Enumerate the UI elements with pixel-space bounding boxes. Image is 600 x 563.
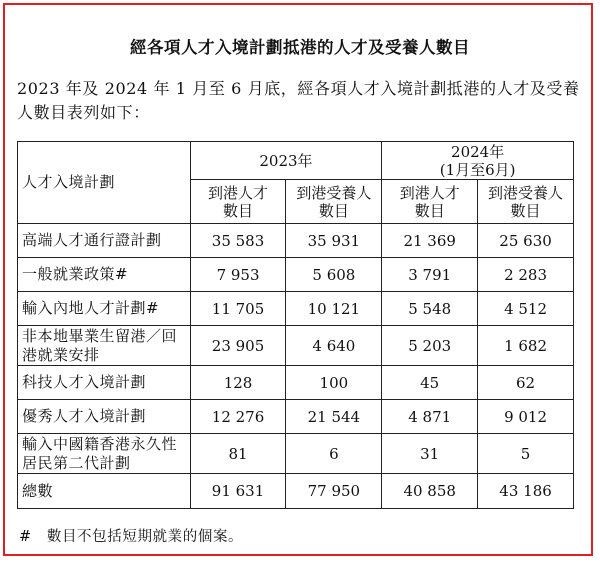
cell-talent-2024: 3 791 xyxy=(382,258,478,292)
cell-talent-2024: 21 369 xyxy=(382,224,478,258)
cell-dependants-2023: 5 608 xyxy=(286,258,382,292)
cell-dependants-2024: 2 283 xyxy=(478,258,574,292)
cell-dependants-2023: 35 931 xyxy=(286,224,382,258)
cell-dependants-2024: 25 630 xyxy=(478,224,574,258)
cell-dependants-2024: 43 186 xyxy=(478,474,574,509)
row-scheme-name: 輸入內地人才計劃# xyxy=(18,292,191,326)
group-2024-period: (1月至6月) xyxy=(439,160,516,179)
cell-talent-2023: 81 xyxy=(190,434,286,474)
column-header-scheme: 人才入境計劃 xyxy=(18,142,191,224)
cell-dependants-2024: 5 xyxy=(478,434,574,474)
footnote: # 數目不包括短期就業的個案。 xyxy=(19,529,244,545)
cell-dependants-2023: 77 950 xyxy=(286,474,382,509)
column-group-2024 xyxy=(382,142,574,180)
cell-dependants-2024: 62 xyxy=(478,366,574,400)
cell-dependants-2023: 10 121 xyxy=(286,292,382,326)
table-row xyxy=(18,434,574,474)
row-scheme-name: 優秀人才入境計劃 xyxy=(18,400,191,434)
cell-dependants-2024: 1 682 xyxy=(478,326,574,366)
cell-talent-2024: 31 xyxy=(382,434,478,474)
table-row xyxy=(18,292,574,326)
column-group-2023: 2023年 xyxy=(190,142,382,180)
cell-talent-2024: 5 203 xyxy=(382,326,478,366)
table-row xyxy=(18,326,574,366)
cell-talent-2023: 128 xyxy=(190,366,286,400)
row-scheme-name: 科技人才入境計劃 xyxy=(18,366,191,400)
subheader-talent-2024: 到港人才 數目 xyxy=(382,180,478,224)
cell-dependants-2023: 100 xyxy=(286,366,382,400)
cell-talent-2023: 12 276 xyxy=(190,400,286,434)
row-scheme-name: 輸入中國籍香港永久性居民第二代計劃 xyxy=(18,434,191,474)
cell-talent-2023: 35 583 xyxy=(190,224,286,258)
table-row xyxy=(18,258,574,292)
cell-talent-2024: 4 871 xyxy=(382,400,478,434)
cell-dependants-2024: 9 012 xyxy=(478,400,574,434)
subheader-dependants-2023: 到港受養人 數目 xyxy=(286,180,382,224)
cell-dependants-2023: 21 544 xyxy=(286,400,382,434)
page-title: 經各項人才入境計劃抵港的人才及受養人數目 xyxy=(130,38,470,57)
group-2024-year: 2024年 xyxy=(451,142,505,161)
row-scheme-name: 一般就業政策# xyxy=(18,258,191,292)
subheader-talent-2023: 到港人才 數目 xyxy=(190,180,286,224)
table-row xyxy=(18,474,574,509)
cell-talent-2023: 7 953 xyxy=(190,258,286,292)
cell-dependants-2023: 4 640 xyxy=(286,326,382,366)
table-row xyxy=(18,400,574,434)
row-scheme-name: 非本地畢業生留港／回港就業安排 xyxy=(18,326,191,366)
cell-talent-2024: 45 xyxy=(382,366,478,400)
row-scheme-name: 高端人才通行證計劃 xyxy=(18,224,191,258)
cell-talent-2023: 23 905 xyxy=(190,326,286,366)
table-row xyxy=(18,224,574,258)
cell-talent-2023: 11 705 xyxy=(190,292,286,326)
talent-table xyxy=(17,141,574,509)
subheader-dependants-2024: 到港受養人 數目 xyxy=(478,180,574,224)
cell-talent-2024: 40 858 xyxy=(382,474,478,509)
intro-paragraph: 2023 年及 2024 年 1 月至 6 月底，經各項人才入境計劃抵港的人才及受養人數目表列如下： xyxy=(17,79,580,122)
cell-talent-2023: 91 631 xyxy=(190,474,286,509)
row-scheme-name: 總數 xyxy=(18,474,191,509)
cell-talent-2024: 5 548 xyxy=(382,292,478,326)
cell-dependants-2023: 6 xyxy=(286,434,382,474)
table-row xyxy=(18,366,574,400)
cell-dependants-2024: 4 512 xyxy=(478,292,574,326)
